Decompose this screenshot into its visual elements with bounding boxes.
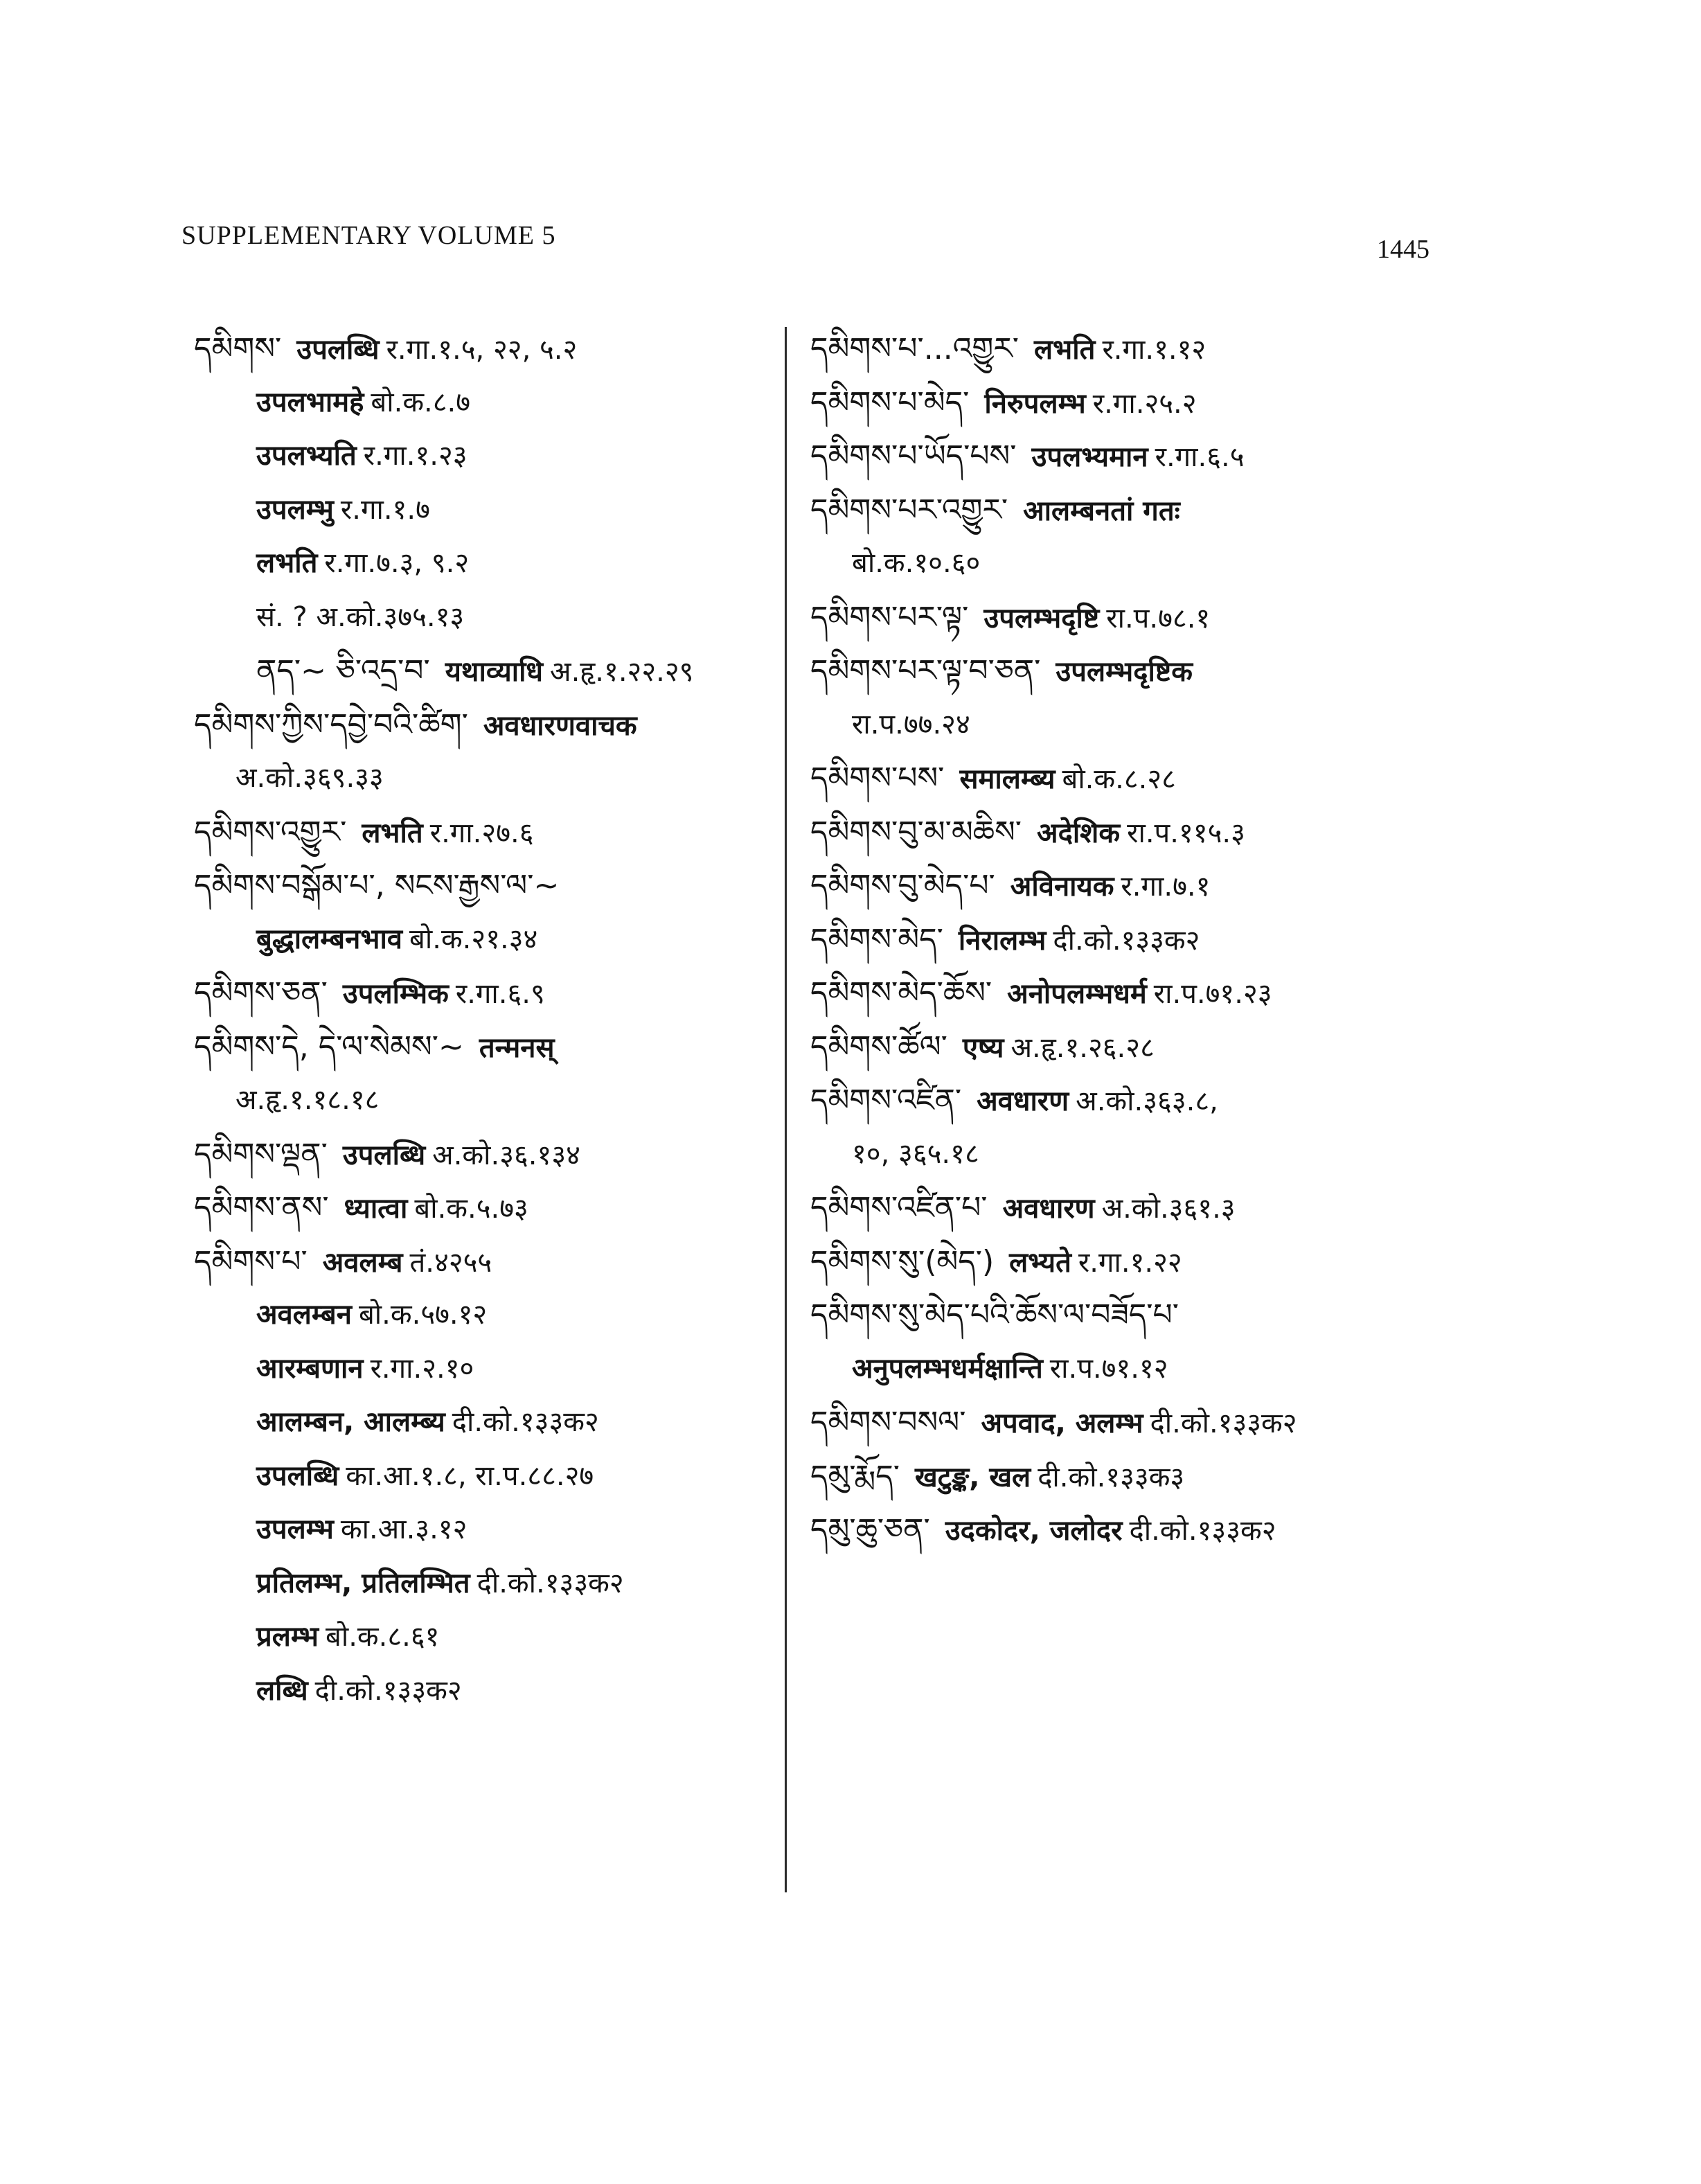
sanskrit-equivalent: उदकोदर, जलोदर [945,1515,1123,1547]
dictionary-entry-line [194,537,790,591]
tibetan-headword: དམིགས་པ་...འགྱུར་ [810,331,1019,366]
source-reference: रा.प.११५.३ [1127,817,1245,849]
column-divider [785,327,787,1892]
page-number: 1445 [1377,235,1430,264]
source-reference: बो.क.२१.३४ [409,923,538,955]
sanskrit-equivalent: उपलब्धि [296,334,380,366]
tibetan-headword: དམིགས་ཅན་ [194,975,328,1011]
dictionary-entry-line [194,1557,790,1611]
dictionary-entry-line [810,376,1454,430]
running-title: SUPPLEMENTARY VOLUME 5 [181,221,556,250]
dictionary-entry-line [194,1342,790,1396]
sanskrit-equivalent: उपलम्भु [256,493,334,526]
tibetan-headword: དམིགས་ཚོལ་ [810,1029,947,1065]
sanskrit-equivalent: उपलभामहे [256,386,364,418]
dictionary-entry-line [194,806,790,860]
source-reference: अ.को.३६३.८, [1076,1085,1218,1117]
dictionary-entry-line [194,1235,790,1289]
source-reference: बो.क.८.७ [371,386,471,418]
sanskrit-equivalent: ध्यात्वा [344,1193,408,1225]
tibetan-headword: དམིགས་སུ་མེད་པའི་ཆོས་ལ་བཟོད་པ་ [810,1297,1179,1333]
dictionary-entry-line [194,913,790,967]
source-reference: १०, ३६५.१८ [852,1137,979,1170]
dictionary-entry-line [194,1610,790,1664]
source-reference: दी.को.१३३क२ [1129,1515,1276,1547]
sanskrit-equivalent: अवलम्बन [256,1299,352,1331]
sanskrit-equivalent: उपलम्भदृष्टि [983,602,1100,634]
sanskrit-equivalent: उपलम्भ [256,1513,334,1545]
dictionary-entry-line [194,966,790,1020]
dictionary-entry-line [810,1128,1454,1182]
left-column [194,322,790,1718]
sanskrit-equivalent: आलम्बनतां गतः [1023,495,1180,527]
sanskrit-equivalent: आलम्बन, आलम्ब्य [256,1406,445,1438]
source-reference: अ.हृ.१.२६.२८ [1010,1031,1155,1064]
dictionary-entry-line [810,1396,1454,1450]
sanskrit-equivalent: उपलम्भदृष्टिक [1056,656,1193,688]
dictionary-entry-line [810,537,1454,591]
dictionary-entry-line [810,1342,1454,1396]
source-reference: र.गा.१.२३ [363,440,467,472]
source-reference: बो.क.५.७३ [414,1193,528,1225]
dictionary-entry-line [810,1288,1454,1342]
tibetan-headword: དམུ་ཆུ་ཅན་ [810,1512,930,1547]
tibetan-headword: དམིགས་མེད་ཆོས་ [810,975,992,1011]
sanskrit-equivalent: आरम्बणान [256,1352,364,1385]
sanskrit-equivalent: उपलभ्यमान [1031,441,1148,473]
tibetan-headword: དམིགས་སུ་(མེད་) [810,1243,995,1279]
source-reference: रा.प.७८.१ [1106,602,1211,634]
tibetan-headword: དམིགས་མེད་ [810,921,943,957]
tibetan-headword: དམིགས་པར་ལྟ་བ་ཅན་ [810,653,1041,689]
dictionary-entry-line [810,1020,1454,1074]
source-reference: बो.क.८.६१ [326,1621,440,1653]
right-column [810,322,1454,1557]
source-reference: तं.४२५५ [409,1246,492,1279]
sanskrit-equivalent: बुद्धालम्बनभाव [256,923,403,955]
source-reference: अ.को.३६९.३३ [235,762,384,794]
dictionary-entry-line [810,429,1454,483]
sanskrit-equivalent: यथाव्याधि [445,656,544,688]
sanskrit-equivalent: अवधारणवाचक [483,709,637,742]
sanskrit-equivalent: एष्य [962,1031,1004,1064]
sanskrit-equivalent: लभति [362,817,423,849]
tibetan-headword: དམུ་རྨོད་ [810,1458,900,1494]
sanskrit-equivalent: अवधारण [977,1085,1069,1117]
tibetan-headword: དམིགས་ལྡན་ [194,1136,328,1172]
dictionary-entry-line [194,644,790,698]
dictionary-entry-line [194,429,790,483]
sanskrit-equivalent: उपलब्धि [342,1139,426,1171]
sanskrit-equivalent: उपलम्भिक [342,978,449,1010]
dictionary-entry-line [810,644,1454,698]
source-reference: का.आ.३.१२ [340,1513,467,1545]
dictionary-entry-line [194,322,790,376]
source-reference: बो.क.१०.६० [852,547,981,579]
page-header [181,220,1430,262]
source-reference: अ.हृ.१.१८.१८ [235,1084,380,1116]
source-reference: बो.क.५७.१२ [358,1299,488,1331]
dictionary-entry-line [810,806,1454,860]
dictionary-entry-line [194,698,790,752]
source-reference: रा.प.७१.१२ [1049,1352,1168,1385]
dictionary-entry-line [810,698,1454,752]
sanskrit-equivalent: अवलम्ब [322,1246,403,1279]
sanskrit-equivalent: खटुङ्क, खल [915,1461,1031,1493]
dictionary-entry-line [810,322,1454,376]
source-reference: र.गा.७.१ [1121,871,1211,903]
dictionary-entry-line [810,752,1454,806]
sanskrit-equivalent: अपवाद, अलम्भ [981,1408,1143,1439]
dictionary-entry-line [810,483,1454,538]
tibetan-headword: དམིགས་བསལ་ [810,1405,966,1440]
dictionary-entry-line [194,1450,790,1504]
tibetan-headword: དམིགས་ [194,331,282,366]
tibetan-headword: དམིགས་ཀྱིས་དབྱེ་བའི་ཚིག་ [194,707,468,743]
sanskrit-equivalent: उपलभ्यति [256,440,357,472]
sanskrit-equivalent: अनुपलम्भधर्मक्षान्ति [852,1352,1043,1385]
tibetan-headword: དམིགས་བསྒོམ་པ་, སངས་རྒྱས་ལ་~ [194,868,560,903]
sanskrit-equivalent: उपलब्धि [256,1459,339,1492]
dictionary-entry-line [810,859,1454,913]
source-reference: अ.को.३६.१३४ [432,1139,580,1171]
dictionary-entry-line [194,859,790,913]
source-reference: अ.हृ.१.२२.२९ [550,656,694,688]
source-reference: का.आ.१.८, रा.प.८८.२७ [346,1459,594,1492]
sanskrit-equivalent: अदेशिक [1037,817,1121,849]
dictionary-entry-line [194,376,790,430]
dictionary-entry-line [194,1288,790,1342]
dictionary-entry-line [194,752,790,806]
sanskrit-equivalent: निरुपलम्भ [984,387,1086,420]
source-reference: र.गा.१.७ [340,493,430,526]
tibetan-headword: དམིགས་པ་ [194,1243,308,1279]
dictionary-entry-line [810,1074,1454,1128]
dictionary-entry-line [194,1074,790,1128]
source-reference: दी.को.१३३क३ [1037,1461,1185,1493]
sanskrit-equivalent: लभति [256,547,318,579]
dictionary-entry-line [194,1020,790,1074]
source-reference: र.गा.१.१२ [1102,334,1206,366]
dictionary-entry-line [810,1235,1454,1289]
source-reference: दी.को.१३३क२ [1150,1408,1297,1439]
tibetan-headword: དམིགས་པ་ཡོད་པས་ [810,438,1017,474]
tibetan-headword: དམིགས་དེ, དེ་ལ་སེམས་~ [194,1029,464,1065]
dictionary-entry-line [194,483,790,538]
source-reference: र.गा.२.१० [370,1352,474,1385]
source-reference: अ.को.३६१.३ [1101,1193,1236,1225]
sanskrit-equivalent: समालम्ब्य [959,763,1056,795]
source-reference: र.गा.२७.६ [429,817,534,849]
source-reference: र.गा.७.३, ९.२ [324,547,470,579]
source-reference: र.गा.१.२२ [1078,1246,1182,1279]
dictionary-entry-line [194,1503,790,1557]
source-reference: र.गा.६.५ [1155,441,1245,473]
sanskrit-equivalent: अनोपलम्भधर्म [1007,978,1147,1010]
tibetan-headword: དམིགས་པ་མེད་ [810,384,970,420]
dictionary-entry-line [810,591,1454,645]
dictionary-entry-line [194,591,790,645]
source-reference: रा.प.७७.२४ [852,708,970,740]
sanskrit-equivalent: लभति [1034,334,1096,366]
tibetan-headword: དམིགས་པར་འགྱུར་ [810,492,1008,528]
source-reference: र.गा.६.९ [455,978,545,1010]
dictionary-entry-line [810,1503,1454,1557]
source-reference: रा.प.७१.२३ [1153,978,1272,1010]
dictionary-entry-line [194,1128,790,1182]
dictionary-entry-line [194,1664,790,1719]
tibetan-headword: ནད་~ ཅི་འདྲ་བ་ [256,653,430,689]
sanskrit-equivalent: तन्मनस् [479,1031,555,1064]
tibetan-headword: དམིགས་པར་ལྟ་ [810,599,969,635]
tibetan-headword: དམིགས་བུ་མེད་པ་ [810,868,995,903]
source-reference: दी.को.१३३क२ [314,1674,462,1707]
source-reference: र.गा.१.५, २२, ५.२ [386,334,578,366]
source-reference: बो.क.८.२८ [1062,763,1176,795]
sanskrit-equivalent: निरालम्भ [958,924,1047,957]
dictionary-entry-line [810,966,1454,1020]
sanskrit-equivalent: अवधारण [1002,1193,1095,1225]
source-reference: दी.को.१३३क२ [452,1406,599,1438]
dictionary-entry-line [194,1396,790,1450]
tibetan-headword: དམིགས་བུ་མ་མཆིས་ [810,814,1022,850]
tibetan-headword: དམིགས་འགྱུར་ [194,814,347,850]
source-reference: दी.को.१३३क२ [1053,924,1200,957]
sanskrit-equivalent: लभ्यते [1009,1246,1071,1279]
tibetan-headword: དམིགས་འཛིན་ [810,1083,962,1118]
sanskrit-equivalent: प्रतिलम्भ, प्रतिलम्भित [256,1567,470,1599]
source-reference: दी.को.१३३क२ [477,1567,624,1599]
sanskrit-equivalent: लब्धि [256,1674,308,1707]
tibetan-headword: དམིགས་ནས་ [194,1190,329,1225]
source-reference: सं. ? अ.को.३७५.१३ [256,601,465,633]
tibetan-headword: དམིགས་པས་ [810,761,945,796]
tibetan-headword: དམིགས་འཛིན་པ་ [810,1190,988,1225]
sanskrit-equivalent: अविनायक [1010,871,1114,903]
dictionary-entry-line [810,913,1454,967]
sanskrit-equivalent: प्रलम्भ [256,1621,319,1653]
dictionary-entry-line [194,1181,790,1235]
dictionary-entry-line [810,1450,1454,1504]
source-reference: र.गा.२५.२ [1092,387,1197,420]
dictionary-entry-line [810,1181,1454,1235]
